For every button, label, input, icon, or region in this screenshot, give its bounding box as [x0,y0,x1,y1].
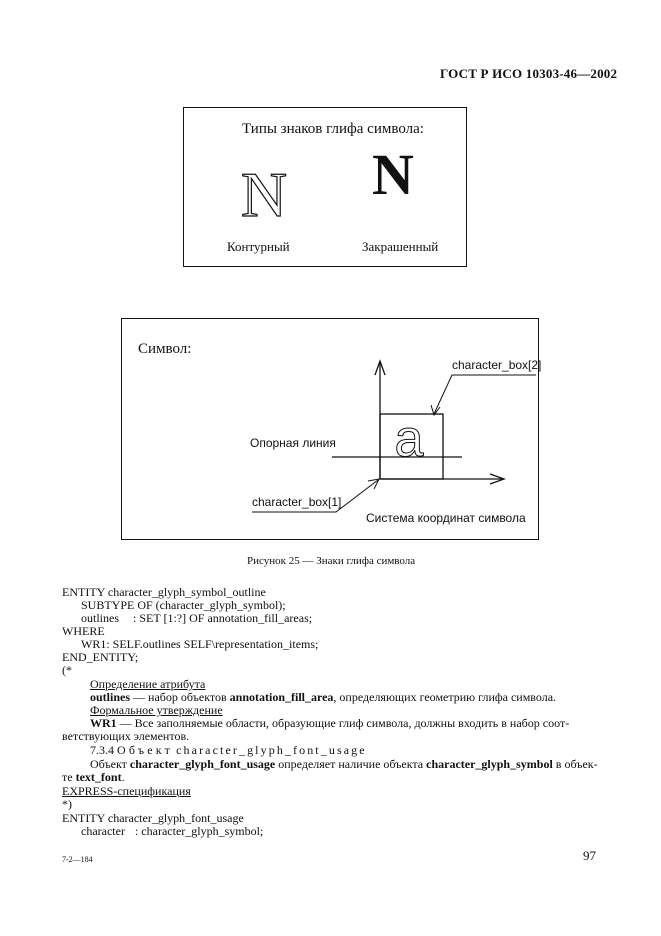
footer-print-code: 7-2—184 [62,855,93,864]
code-line: WHERE [62,624,105,638]
formal-statement-cont: ветствующих элементов. [62,729,190,743]
baseline-label: Опорная линия [250,436,336,450]
filled-glyph: N [372,142,414,207]
attribute-definition: outlines — набор объектов annotation_fill_area, определяющих геометрию глифа символа. [90,690,557,704]
formal-statement: WR1 — Все заполняемые области, образующие глиф символа, должны входить в набор соот- [90,716,570,730]
glyph-types-figure [183,107,467,267]
page-number: 97 [583,848,596,863]
code-line: SUBTYPE OF (character_glyph_symbol); [81,598,286,612]
code-line: ENTITY character_glyph_symbol_outline [62,585,266,599]
code-line: *) [62,797,72,811]
section-heading: 7.3.4 Объект character_glyph_font_usage [90,743,367,757]
code-line: character : character_glyph_symbol; [81,824,264,838]
symbol-title: Символ: [138,341,192,357]
express-heading: EXPRESS-спецификация [62,784,191,798]
code-line: ENTITY character_glyph_font_usage [62,811,244,825]
symbol-glyph: a [394,410,424,468]
code-line: END_ENTITY; [62,650,139,664]
box2-leader [434,375,536,414]
formal-statement-heading: Формальное утверждение [90,703,223,717]
filled-label: Закрашенный [362,239,439,254]
document-header: ГОСТ Р ИСО 10303-46—2002 [440,66,618,81]
box1-label: character_box[1] [252,495,342,509]
svg-text:N: N [240,159,288,228]
outline-label: Контурный [227,239,290,254]
outline-glyph [224,148,304,228]
paragraph: Объект character_glyph_font_usage определяет наличие объекта character_glyph_symbol в объек- [90,757,598,771]
code-line: outlines : SET [1:?] OF annotation_fill_areas; [81,611,313,625]
coord-system-label: Система координат символа [366,511,526,525]
code-line: WR1: SELF.outlines SELF\representation_items; [81,637,319,651]
code-line: (* [62,663,72,677]
paragraph-cont: те text_font. [62,770,125,784]
glyph-types-title: Типы знаков глифа символа: [242,121,424,137]
symbol-figure [121,318,542,540]
figure-caption: Рисунок 25 — Знаки глифа символа [247,555,416,567]
attribute-definition-heading: Определение атрибута [90,677,206,691]
box2-label: character_box[2] [452,358,542,372]
